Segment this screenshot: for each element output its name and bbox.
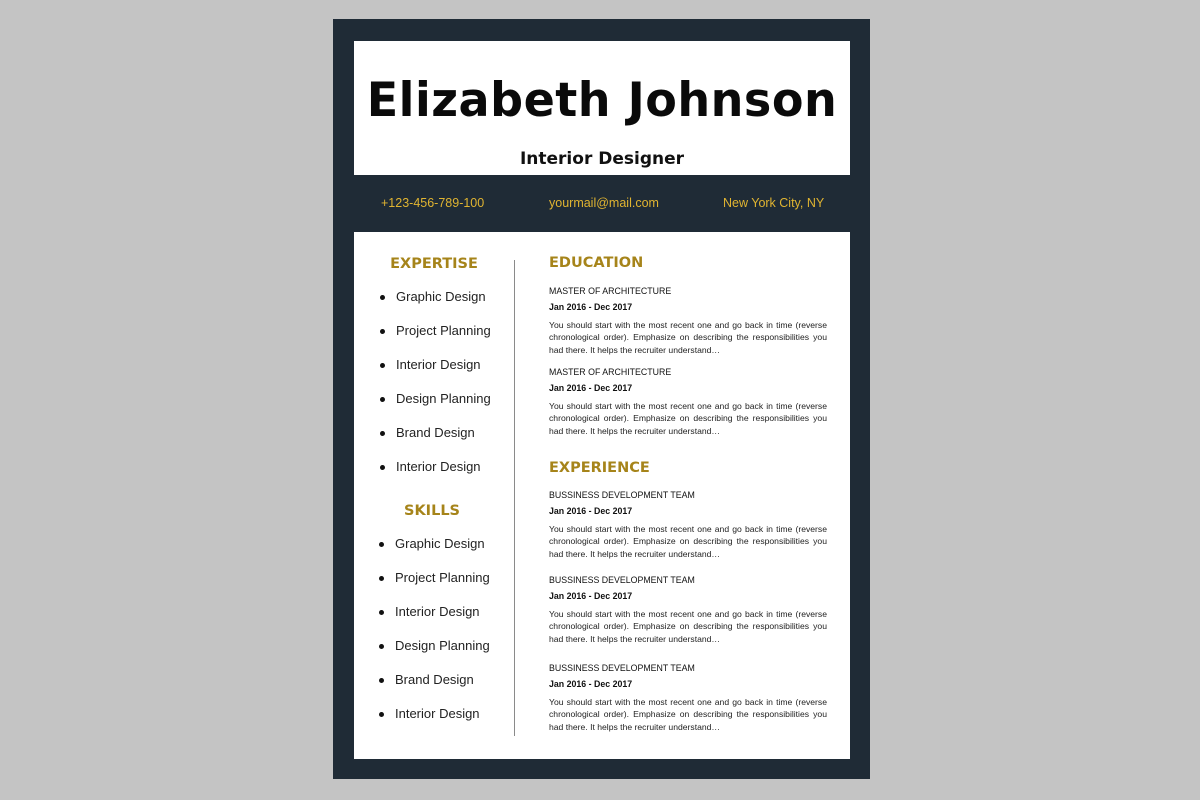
- bullet-icon: [380, 329, 385, 334]
- list-item: [354, 704, 514, 738]
- bullet-icon: [379, 644, 384, 649]
- list-item: [354, 423, 514, 457]
- list-item: [354, 389, 514, 423]
- entry-title: BUSSINESS DEVELOPMENT TEAM: [549, 490, 695, 500]
- experience-entry: [549, 489, 827, 560]
- resume-body: [354, 232, 850, 759]
- contact-location: New York City, NY: [723, 196, 825, 210]
- list-item: [354, 534, 514, 568]
- entry-title: BUSSINESS DEVELOPMENT TEAM: [549, 663, 695, 673]
- resume-page: [333, 19, 870, 779]
- list-item: [354, 568, 514, 602]
- list-item-label: Project Planning: [396, 323, 491, 338]
- entry-description: You should start with the most recent one and go back in time (reverse chronological order). Emphasize on describing the responsibilities you had there. It helps the recruiter understand…: [549, 524, 827, 559]
- bullet-icon: [379, 610, 384, 615]
- candidate-name: Elizabeth Johnson: [366, 73, 838, 128]
- bullet-icon: [380, 431, 385, 436]
- list-item-label: Brand Design: [395, 672, 474, 687]
- entry-dates: Jan 2016 - Dec 2017: [549, 591, 633, 601]
- list-item-label: Design Planning: [396, 391, 491, 406]
- entry-dates: Jan 2016 - Dec 2017: [549, 302, 633, 312]
- entry-dates: Jan 2016 - Dec 2017: [549, 679, 633, 689]
- bullet-icon: [379, 576, 384, 581]
- list-item: [354, 355, 514, 389]
- entry-description: You should start with the most recent one and go back in time (reverse chronological order). Emphasize on describing the responsibilities you had there. It helps the recruiter understand…: [549, 401, 827, 436]
- list-item-label: Design Planning: [395, 638, 490, 653]
- entry-title: MASTER OF ARCHITECTURE: [549, 367, 672, 377]
- education-entry: [549, 285, 827, 356]
- list-item: [354, 287, 514, 321]
- skills-list: [354, 534, 514, 738]
- entry-title: BUSSINESS DEVELOPMENT TEAM: [549, 575, 695, 585]
- experience-heading: EXPERIENCE: [549, 460, 650, 476]
- list-item-label: Interior Design: [396, 459, 481, 474]
- entry-dates: Jan 2016 - Dec 2017: [549, 506, 633, 516]
- list-item-label: Interior Design: [396, 357, 481, 372]
- entry-description: You should start with the most recent one and go back in time (reverse chronological order). Emphasize on describing the responsibilities you had there. It helps the recruiter understand…: [549, 697, 827, 732]
- bullet-icon: [380, 397, 385, 402]
- list-item: [354, 636, 514, 670]
- list-item-label: Brand Design: [396, 425, 475, 440]
- column-divider: [514, 260, 515, 736]
- contact-email: yourmail@mail.com: [549, 196, 659, 210]
- education-heading: EDUCATION: [549, 255, 644, 271]
- resume-header: [354, 41, 850, 175]
- entry-description: You should start with the most recent one and go back in time (reverse chronological order). Emphasize on describing the responsibilities you had there. It helps the recruiter understand…: [549, 320, 827, 355]
- list-item-label: Interior Design: [395, 706, 480, 721]
- list-item: [354, 457, 514, 491]
- bullet-icon: [379, 712, 384, 717]
- education-entry: [549, 366, 827, 437]
- entry-description: You should start with the most recent one and go back in time (reverse chronological order). Emphasize on describing the responsibilities you had there. It helps the recruiter understand…: [549, 609, 827, 644]
- skills-heading: SKILLS: [404, 503, 460, 519]
- entry-title: MASTER OF ARCHITECTURE: [549, 286, 672, 296]
- list-item: [354, 602, 514, 636]
- bullet-icon: [380, 465, 385, 470]
- list-item: [354, 321, 514, 355]
- entry-dates: Jan 2016 - Dec 2017: [549, 383, 633, 393]
- expertise-heading: EXPERTISE: [390, 256, 478, 272]
- bullet-icon: [379, 678, 384, 683]
- list-item-label: Graphic Design: [395, 536, 485, 551]
- list-item-label: Interior Design: [395, 604, 480, 619]
- bullet-icon: [379, 542, 384, 547]
- experience-entry: [549, 662, 827, 733]
- bullet-icon: [380, 363, 385, 368]
- job-title: Interior Designer: [519, 149, 685, 169]
- experience-entry: [549, 574, 827, 645]
- contact-phone: +123-456-789-100: [381, 196, 485, 210]
- bullet-icon: [380, 295, 385, 300]
- list-item-label: Graphic Design: [396, 289, 486, 304]
- list-item-label: Project Planning: [395, 570, 490, 585]
- list-item: [354, 670, 514, 704]
- expertise-list: [354, 287, 514, 491]
